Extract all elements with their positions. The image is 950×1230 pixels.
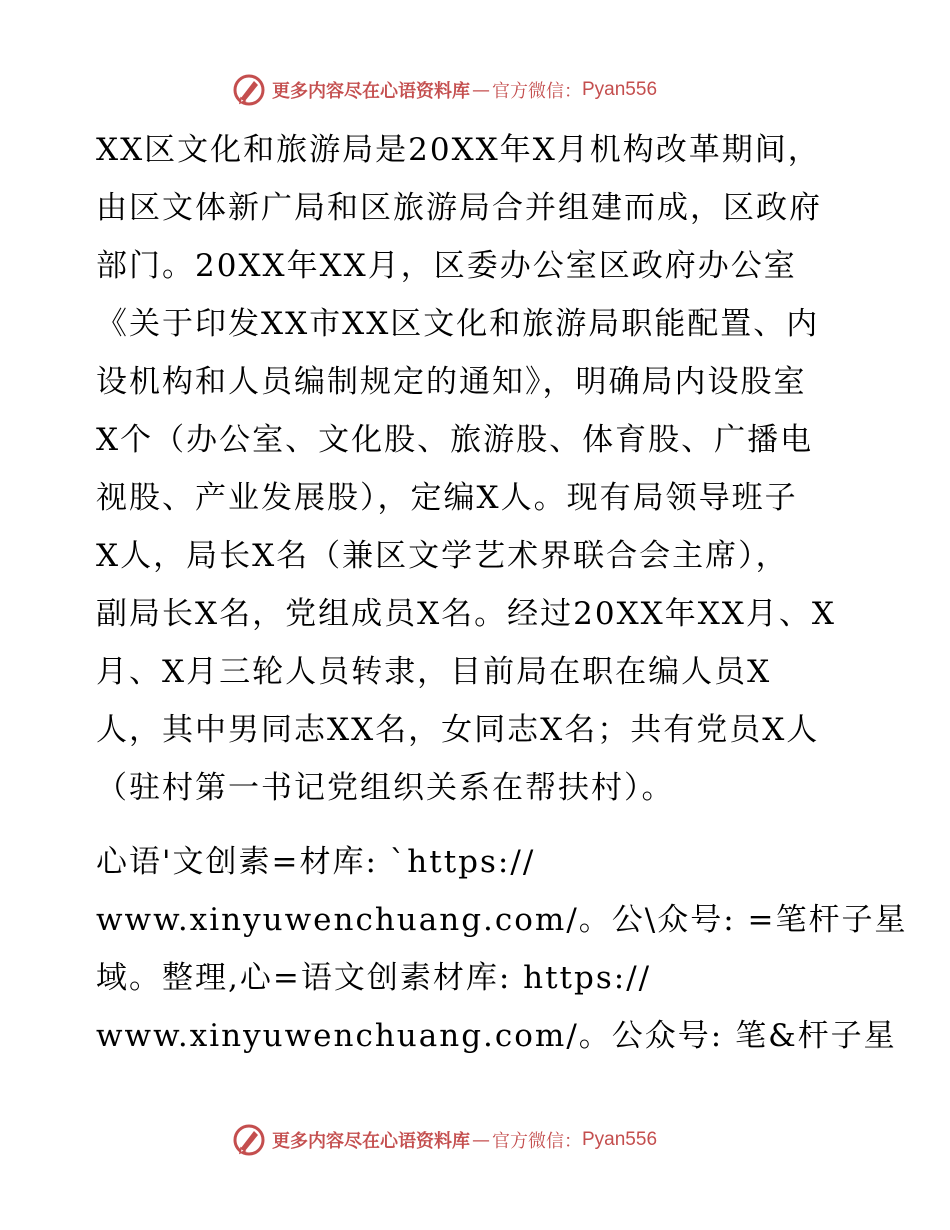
paragraph-line: 视股、产业发展股），定编X人。现有局领导班子 <box>96 480 798 516</box>
banner-contact-id: Pyan556 <box>582 1129 658 1150</box>
banner-dash: — <box>472 79 490 101</box>
banner-contact-id: Pyan556 <box>582 79 658 100</box>
paragraph-line: 部门。20XX年XX月，区委办公室区政府办公室 <box>96 248 797 284</box>
footer-line: 心语'文创素=材库: `https:// <box>96 844 536 880</box>
pen-nib-logo-icon <box>232 73 266 107</box>
paragraph-line: XX区文化和旅游局是20XX年X月机构改革期间， <box>96 132 821 168</box>
footer-line: 域。整理,心=语文创素材库: https:// <box>96 960 652 996</box>
paragraph-line: 月、X月三轮人员转隶，目前局在职在编人员X <box>96 654 772 690</box>
footer-line: www.xinyuwenchuang.com/。公众号: 笔&杆子星 <box>96 1018 897 1054</box>
paragraph-line: 副局长X名，党组成员X名。经过20XX年XX月、X <box>96 596 836 632</box>
footer-banner <box>232 1122 657 1158</box>
paragraph-line: X人，局长X名（兼区文学艺术界联合会主席）， <box>96 538 789 574</box>
banner-text: 更多内容尽在心语资料库 <box>272 81 470 102</box>
paragraph-line: 《关于印发XX市XX区文化和旅游局职能配置、内 <box>96 306 820 342</box>
banner-dash: — <box>472 1129 490 1151</box>
paragraph-line: 设机构和人员编制规定的通知》，明确局内设股室 <box>96 364 807 400</box>
paragraph-line: 由区文体新广局和区旅游局合并组建而成，区政府 <box>96 190 822 226</box>
paragraph-line: X个（办公室、文化股、旅游股、体育股、广播电 <box>96 422 814 458</box>
header-banner <box>232 72 657 108</box>
footer-line: www.xinyuwenchuang.com/。公\众号: =笔杆子星 <box>96 902 908 938</box>
paragraph-line: （驻村第一书记党组织关系在帮扶村）。 <box>96 770 675 806</box>
paragraph-line: 人，其中男同志XX名，女同志X名；共有党员X人 <box>96 712 820 748</box>
pen-nib-logo-icon <box>232 1123 266 1157</box>
banner-contact-label: 官方微信： <box>492 1131 582 1152</box>
banner-contact-label: 官方微信： <box>492 81 582 102</box>
banner-text: 更多内容尽在心语资料库 <box>272 1131 470 1152</box>
